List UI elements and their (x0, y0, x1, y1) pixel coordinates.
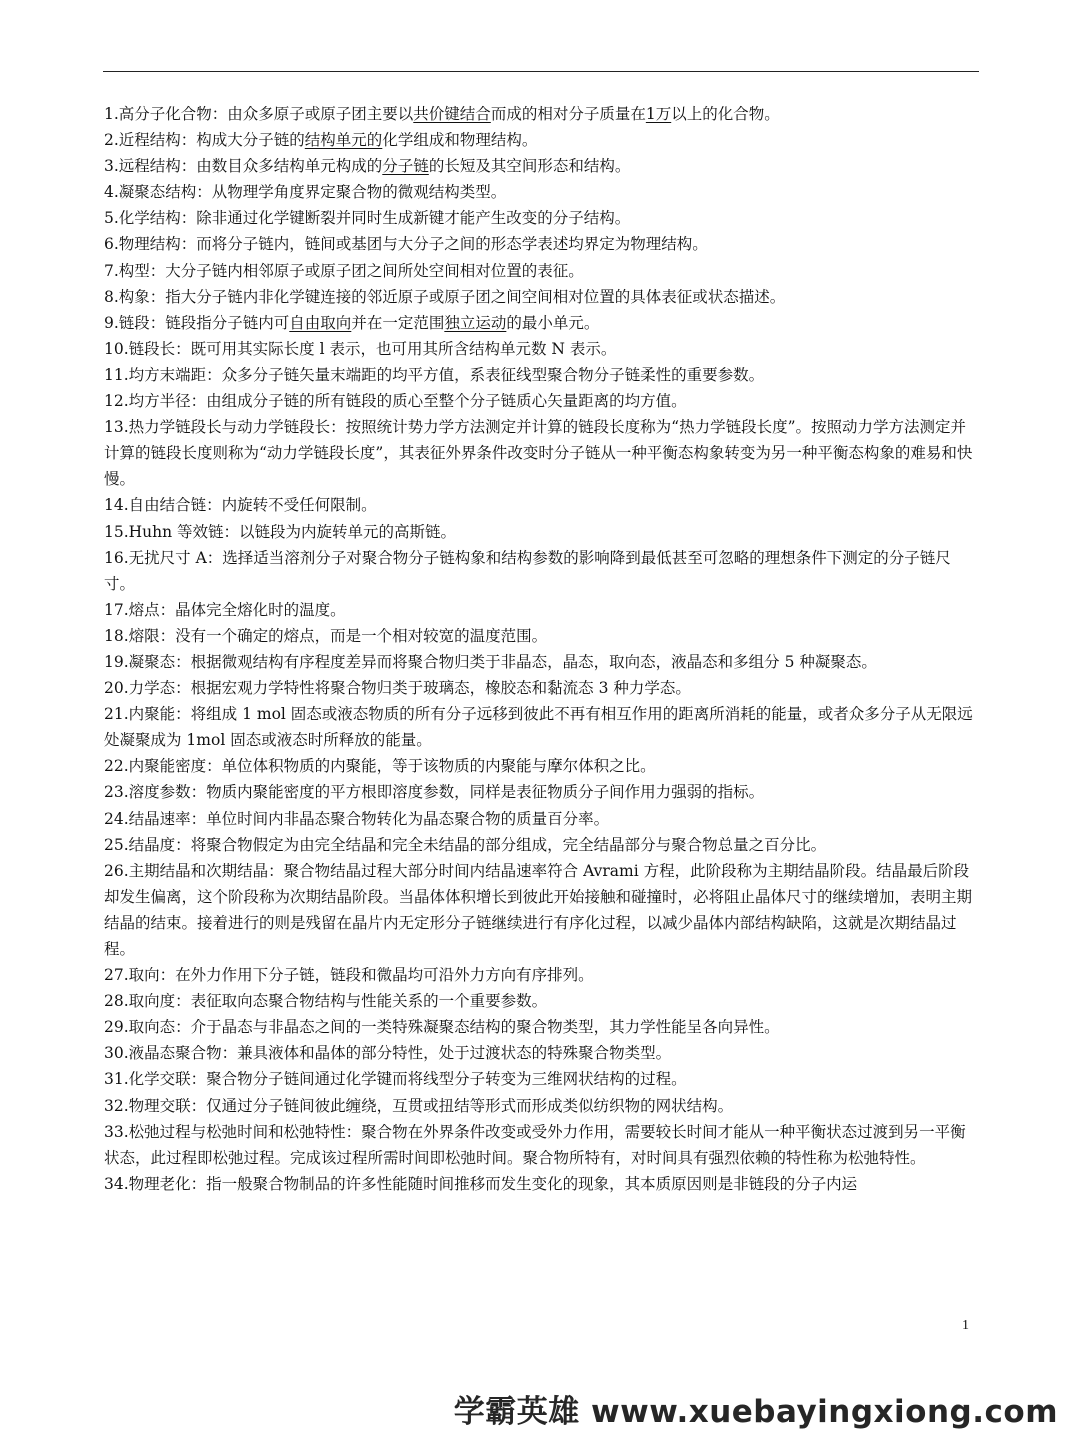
underlined-term: 自由取向 (289, 313, 352, 332)
definition-text: 以上的化合物。 (671, 105, 780, 123)
underlined-term: 分子链 (382, 157, 429, 176)
definition-text: 25.结晶度：将聚合物假定为由完全结晶和完全未结晶的部分组成，完全结晶部分与聚合物总量之百分比。 (104, 835, 827, 854)
definition-item (104, 623, 980, 649)
definition-text: 6.物理结构：而将分子链内，链间或基团与大分子之间的形态学表述均界定为物理结构。 (104, 235, 708, 254)
definition-text: 19.凝聚态：根据微观结构有序程度差异而将聚合物归类于非晶态，晶态，取向态，液晶态和多组分 5 种凝聚态。 (104, 652, 877, 671)
definition-text: 8.构象：指大分子链内非化学键连接的邻近原子或原子团之间空间相对位置的具体表征或状态描述。 (104, 287, 786, 306)
definition-item (104, 545, 980, 597)
definition-text: 23.溶度参数：物质内聚能密度的平方根即溶度参数，同样是表征物质分子间作用力强弱的指标。 (104, 783, 765, 802)
definition-item (104, 649, 980, 675)
definition-text: 17.熔点：晶体完全熔化时的温度。 (104, 600, 346, 619)
definition-text: 30.液晶态聚合物：兼具液体和晶体的部分特性，处于过渡状态的特殊聚合物类型。 (104, 1044, 672, 1063)
definition-item (104, 153, 980, 179)
definition-text: 20.力学态：根据宏观力学特性将聚合物归类于玻璃态，橡胶态和黏流态 3 种力学态。 (104, 679, 691, 698)
definition-item (104, 597, 980, 623)
definition-text: 的最小单元。 (506, 313, 600, 332)
definition-text: 34.物理老化：指一般聚合物制品的许多性能随时间推移而发生变化的现象，其本质原因则是非链段的分子内运 (104, 1174, 858, 1193)
definition-text: 29.取向态：介于晶态与非晶态之间的一类特殊凝聚态结构的聚合物类型，其力学性能呈各向异性。 (104, 1018, 780, 1037)
definition-text: 27.取向：在外力作用下分子链，链段和微晶均可沿外力方向有序排列。 (104, 966, 594, 985)
definition-item (104, 179, 980, 205)
definition-text: 4.凝聚态结构：从物理学角度界定聚合物的微观结构类型。 (104, 183, 507, 202)
definition-item (104, 1093, 980, 1119)
page-number: 1 (962, 1318, 969, 1333)
definition-item (104, 1119, 980, 1171)
definition-item (104, 205, 980, 231)
definition-text: 而成的相对分子质量在 (490, 105, 646, 123)
definition-item (104, 962, 980, 988)
definition-item (104, 310, 980, 336)
definition-item (104, 832, 980, 858)
definition-text: 的长短及其空间形态和结构。 (428, 157, 631, 176)
definition-item (104, 492, 980, 518)
definition-text: 28.取向度：表征取向态聚合物结构与性能关系的一个重要参数。 (104, 992, 548, 1011)
definition-item (104, 336, 980, 362)
definition-text: 12.均方半径：由组成分子链的所有链段的质心至整个分子链质心矢量距离的均方值。 (104, 392, 687, 411)
definition-text: 26.主期结晶和次期结晶：聚合物结晶过程大部分时间内结晶速率符合 Avrami 方程，此阶段称为主期结晶阶段。结晶最后阶段却发生偏离，这个阶段称为次期结晶阶段。当晶体体积增长到彼此开始接触和碰撞时，必将阻止晶体尺寸的继续增加，表明主期结晶的结束。接着进行的则是残留在晶片内无定形分子链继续进行有序化过程，以减少晶体内部结构缺陷，这就是次期结晶过程。 (104, 861, 973, 958)
definition-text: 31.化学交联：聚合物分子链间通过化学键而将线型分子转变为三维网状结构的过程。 (104, 1070, 687, 1089)
definition-item (104, 388, 980, 414)
header-rule (103, 71, 979, 72)
definition-item (104, 1066, 980, 1092)
underlined-term: 独立运动 (444, 313, 507, 332)
definition-item (104, 753, 980, 779)
definition-item (104, 519, 980, 545)
definition-item (104, 1040, 980, 1066)
definition-text: 33.松弛过程与松弛时间和松弛特性：聚合物在外界条件改变或受外力作用，需要较长时间才能从一种平衡状态过渡到另一平衡状态，此过程即松弛过程。完成该过程所需时间即松弛时间。聚合物所特有，对时间具有强烈依赖的特性称为松弛特性。 (104, 1122, 966, 1167)
definition-text: 11.均方末端距：众多分子链矢量末端距的均平方值，系表征线型聚合物分子链柔性的重要参数。 (104, 365, 765, 384)
site-watermark: 学霸英雄 www.xuebayingxiong.com (453, 1394, 1058, 1430)
definition-item (104, 1171, 980, 1197)
definition-item (104, 414, 980, 492)
definition-text: 5.化学结构：除非通过化学键断裂并同时生成新键才能产生改变的分子结构。 (104, 209, 631, 228)
definition-text: 化学组成和物理结构。 (382, 131, 538, 150)
definition-item (104, 231, 980, 257)
definition-text: 10.链段长：既可用其实际长度 l 表示，也可用其所含结构单元数 N 表示。 (104, 339, 617, 358)
definition-item (104, 1014, 980, 1040)
definition-item (104, 362, 980, 388)
definition-item (104, 127, 980, 153)
definition-text: 21.内聚能：将组成 1 mol 固态或液态物质的所有分子远移到彼此不再有相互作用的距离所消耗的能量，或者众多分子从无限远处凝聚成为 1mol 固态或液态时所释放的能量。 (104, 705, 973, 750)
definition-item (104, 258, 980, 284)
definition-text: 并在一定范围 (351, 313, 445, 332)
definition-text: 24.结晶速率：单位时间内非晶态聚合物转化为晶态聚合物的质量百分率。 (104, 809, 610, 828)
definition-text: 15.Huhn 等效链：以链段为内旋转单元的高斯链。 (104, 522, 457, 541)
definition-item (104, 806, 980, 832)
definition-text: 13.热力学链段长与动力学链段长：按照统计势力学方法测定并计算的链段长度称为“热力学链段长度”。按照动力学方法测定并计算的链段长度则称为“动力学链段长度”，其表征外界条件改变时分子链从一种平衡态构象转变为另一种平衡态构象的难易和快慢。 (104, 418, 973, 489)
definition-item (104, 779, 980, 805)
definitions-list (104, 101, 980, 1197)
underlined-term: 1万 (645, 105, 672, 123)
definition-item (104, 101, 980, 127)
definition-text: 2.近程结构：构成大分子链的 (104, 131, 305, 150)
definition-item (104, 701, 980, 753)
definition-text: 7.构型：大分子链内相邻原子或原子团之间所处空间相对位置的表征。 (104, 261, 584, 280)
definition-item (104, 858, 980, 962)
definition-text: 18.熔限：没有一个确定的熔点，而是一个相对较宽的温度范围。 (104, 626, 548, 645)
definition-text: 32.物理交联：仅通过分子链间彼此缠绕，互贯或扭结等形式而形成类似纺织物的网状结构。 (104, 1096, 734, 1115)
underlined-term: 结构单元的 (304, 131, 383, 150)
definition-item (104, 675, 980, 701)
definition-text: 9.链段：链段指分子链内可 (104, 313, 290, 332)
definition-item (104, 988, 980, 1014)
definition-text: 22.内聚能密度：单位体积物质的内聚能，等于该物质的内聚能与摩尔体积之比。 (104, 757, 656, 776)
definition-text: 14.自由结合链：内旋转不受任何限制。 (104, 496, 377, 515)
definition-text: 3.远程结构：由数目众多结构单元构成的 (104, 157, 383, 176)
underlined-term: 共价键结合 (413, 105, 491, 123)
definition-text: 1.高分子化合物：由众多原子或原子团主要以 (104, 105, 414, 123)
definition-text: 16.无扰尺寸 A：选择适当溶剂分子对聚合物分子链构象和结构参数的影响降到最低甚至可忽略的理想条件下测定的分子链尺寸。 (104, 548, 951, 593)
definition-item (104, 284, 980, 310)
